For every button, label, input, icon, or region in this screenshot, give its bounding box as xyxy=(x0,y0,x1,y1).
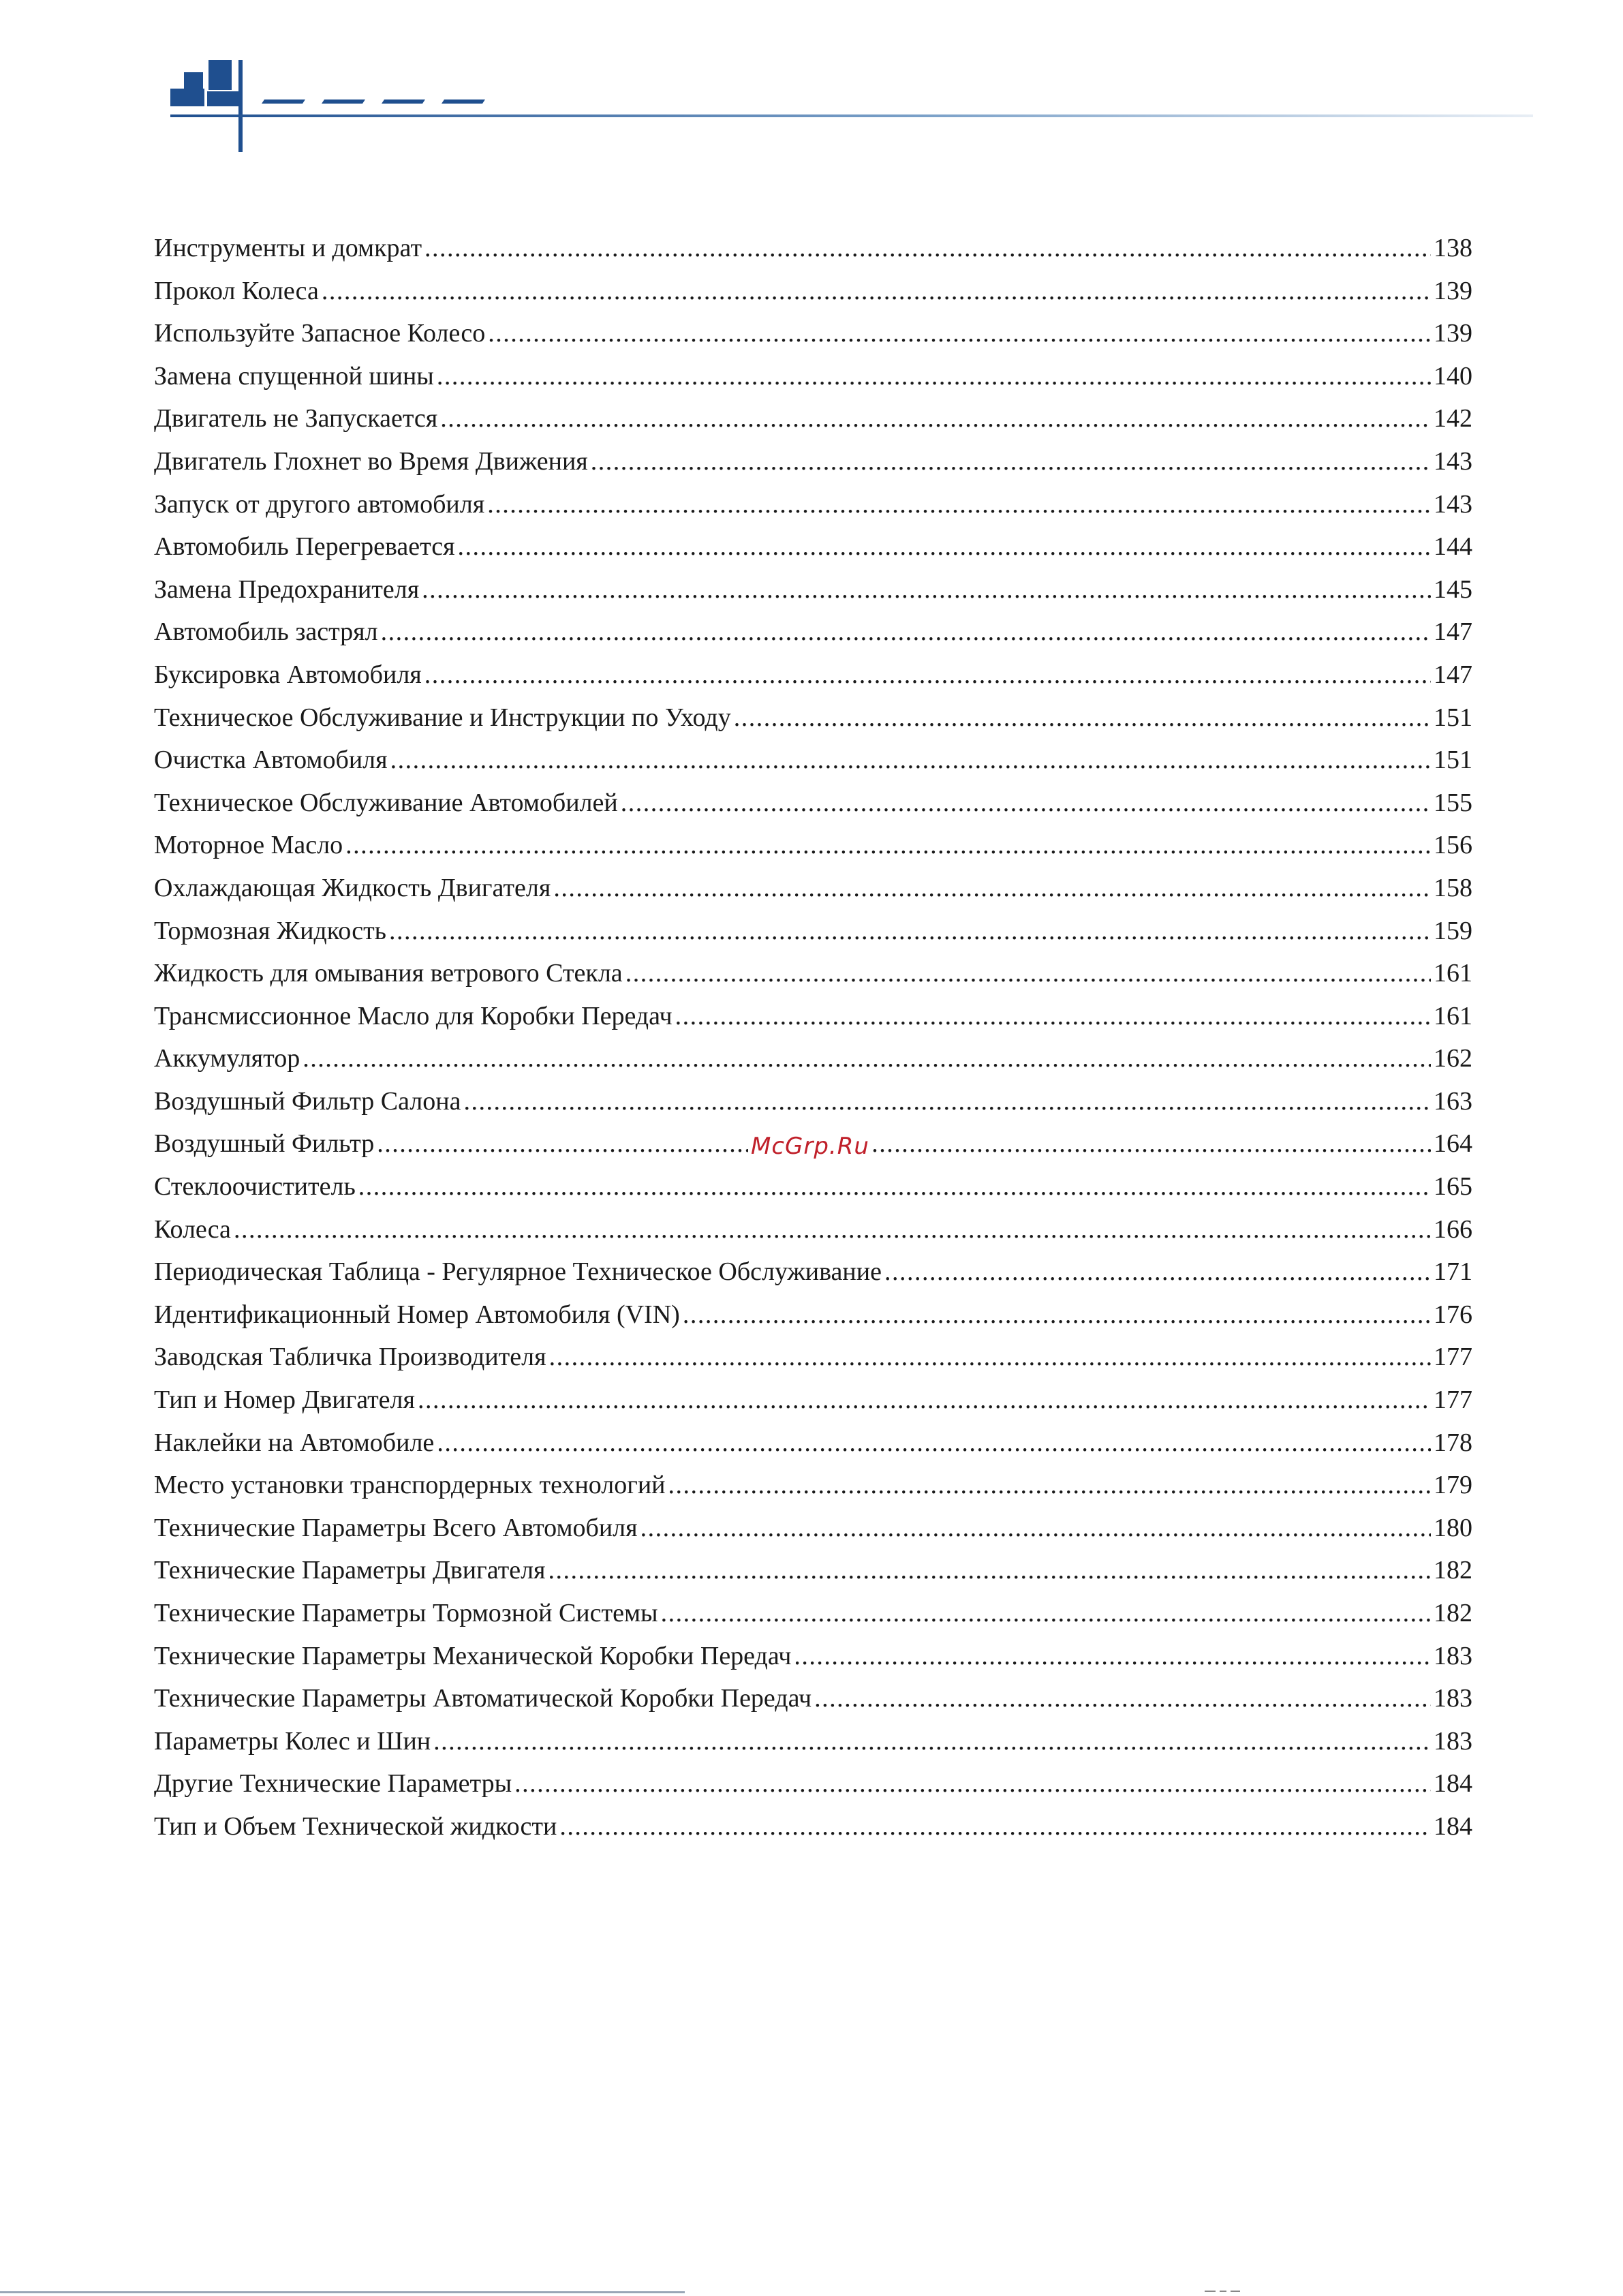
toc-dot-leader xyxy=(390,739,1431,782)
toc-entry-title: Моторное Масло xyxy=(154,831,343,860)
toc-entry-title: Техническое Обслуживание и Инструкции по Уходу xyxy=(154,703,731,732)
toc-entry-title: Автомобиль Перегревается xyxy=(154,532,455,562)
toc-entry[interactable] xyxy=(154,1464,1472,1507)
toc-entry-page: 147 xyxy=(1434,660,1472,689)
toc-entry-page: 176 xyxy=(1434,1300,1472,1329)
toc-dot-leader xyxy=(488,312,1431,355)
toc-entry[interactable] xyxy=(154,270,1472,313)
toc-entry-title: Техническое Обслуживание Автомобилей xyxy=(154,788,618,817)
toc-dot-leader xyxy=(559,1805,1431,1848)
toc-entry-title: Заводская Табличка Производителя xyxy=(154,1343,546,1372)
toc-entry-page: 179 xyxy=(1434,1471,1472,1500)
toc-entry[interactable] xyxy=(154,1507,1472,1550)
toc-entry-page: 171 xyxy=(1434,1257,1472,1287)
toc-entry[interactable] xyxy=(154,1251,1472,1294)
toc-entry[interactable] xyxy=(154,1592,1472,1635)
toc-dot-leader xyxy=(625,952,1431,995)
logo-block xyxy=(170,89,204,106)
toc-entry-page: 147 xyxy=(1434,617,1472,647)
toc-entry[interactable] xyxy=(154,952,1472,995)
toc-entry-page: 140 xyxy=(1434,361,1472,391)
toc-dot-leader xyxy=(683,1294,1431,1336)
toc-dot-leader xyxy=(303,1037,1431,1080)
toc-entry-title: Используйте Запасное Колесо xyxy=(154,319,486,348)
toc-dot-leader xyxy=(549,1336,1431,1379)
header-logo xyxy=(170,60,1533,155)
toc-entry[interactable] xyxy=(154,312,1472,355)
toc-dot-leader xyxy=(424,654,1431,697)
toc-dot-leader xyxy=(424,227,1431,270)
toc-dot-leader xyxy=(440,397,1431,440)
logo-dash xyxy=(382,100,425,104)
toc-entry[interactable] xyxy=(154,1762,1472,1805)
toc-entry-title: Технические Параметры Двигателя xyxy=(154,1556,546,1585)
toc-entry[interactable] xyxy=(154,1635,1472,1678)
toc-entry-title: Идентификационный Номер Автомобиля (VIN) xyxy=(154,1300,680,1329)
toc-dot-leader xyxy=(487,483,1431,526)
toc-entry-title: Периодическая Таблица - Регулярное Техническое Обслуживание xyxy=(154,1257,882,1287)
toc-entry-title: Охлаждающая Жидкость Двигателя xyxy=(154,873,551,902)
toc-dot-leader xyxy=(458,525,1431,568)
toc-entry-page: 178 xyxy=(1434,1428,1472,1457)
toc-entry-title: Технические Параметры Всего Автомобиля xyxy=(154,1513,638,1542)
toc-dot-leader xyxy=(345,824,1431,867)
toc-dot-leader xyxy=(377,1122,1431,1165)
toc-entry-title: Аккумулятор xyxy=(154,1044,300,1073)
watermark: McGrp.Ru xyxy=(748,1133,872,1160)
toc-entry[interactable] xyxy=(154,1037,1472,1080)
toc-entry[interactable] xyxy=(154,1336,1472,1379)
logo-vertical-bar xyxy=(238,60,243,152)
toc-entry-title: Технические Параметры Механической Коробки Передач xyxy=(154,1641,792,1670)
toc-entry[interactable] xyxy=(154,1720,1472,1763)
toc-entry-title: Стеклоочиститель xyxy=(154,1172,356,1201)
toc-entry[interactable] xyxy=(154,1208,1472,1251)
toc-dot-leader xyxy=(437,1422,1431,1465)
toc-dot-leader xyxy=(591,440,1431,483)
toc-entry[interactable] xyxy=(154,1165,1472,1208)
toc-dot-leader xyxy=(389,910,1431,953)
toc-entry-title: Место установки транспордерных технологий xyxy=(154,1471,666,1500)
toc-entry[interactable] xyxy=(154,782,1472,825)
toc-entry-page: 177 xyxy=(1434,1386,1472,1415)
logo-block xyxy=(184,72,203,91)
toc-dot-leader xyxy=(433,1720,1431,1763)
toc-entry[interactable] xyxy=(154,824,1472,867)
toc-entry-title: Другие Технические Параметры xyxy=(154,1769,512,1798)
toc-entry-title: Замена Предохранителя xyxy=(154,575,420,604)
toc-dot-leader xyxy=(422,568,1431,611)
toc-entry-title: Жидкость для омывания ветрового Стекла xyxy=(154,959,623,988)
toc-entry-page: 184 xyxy=(1434,1769,1472,1798)
toc-entry-page: 145 xyxy=(1434,575,1472,604)
toc-dot-leader xyxy=(418,1379,1431,1422)
toc-entry-page: 142 xyxy=(1434,404,1472,433)
toc-dot-leader xyxy=(514,1762,1431,1805)
toc-entry[interactable] xyxy=(154,739,1472,782)
toc-entry-title: Тип и Объем Технической жидкости xyxy=(154,1811,557,1841)
toc-entry[interactable] xyxy=(154,910,1472,953)
toc-entry-page: 183 xyxy=(1434,1684,1472,1713)
toc-dot-leader xyxy=(661,1592,1431,1635)
toc-entry[interactable] xyxy=(154,1677,1472,1720)
toc-entry-page: 182 xyxy=(1434,1599,1472,1627)
toc-entry[interactable] xyxy=(154,1805,1472,1848)
toc-entry-title: Двигатель не Запускается xyxy=(154,404,438,433)
toc-entry-page: 159 xyxy=(1434,916,1472,945)
toc-entry-title: Воздушный Фильтр xyxy=(154,1129,375,1159)
toc-entry-page: 158 xyxy=(1434,873,1472,902)
toc-entry-title: Технические Параметры Автоматической Коробки Передач xyxy=(154,1684,812,1713)
toc-dot-leader xyxy=(814,1677,1431,1720)
toc-entry-title: Трансмиссионное Масло для Коробки Передач xyxy=(154,1001,673,1030)
toc-dot-leader xyxy=(322,270,1431,313)
toc-entry[interactable] xyxy=(154,1379,1472,1422)
toc-entry[interactable] xyxy=(154,355,1472,398)
toc-dot-leader xyxy=(381,611,1431,654)
toc-entry-page: 151 xyxy=(1434,703,1472,732)
toc-dot-leader xyxy=(668,1464,1431,1507)
toc-entry-title: Технические Параметры Тормозной Системы xyxy=(154,1599,658,1627)
logo-block xyxy=(207,91,241,106)
toc-dot-leader xyxy=(234,1208,1431,1251)
toc-entry-title: Замена спущенной шины xyxy=(154,361,434,391)
toc-entry-page: 180 xyxy=(1434,1513,1472,1542)
toc-entry-title: Инструменты и домкрат xyxy=(154,234,422,262)
toc-entry-title: Запуск от другого автомобиля xyxy=(154,489,485,519)
toc-dot-leader xyxy=(463,1080,1431,1123)
toc-entry[interactable] xyxy=(154,568,1472,611)
toc-entry-page: 139 xyxy=(1434,276,1472,305)
footer-mark xyxy=(1205,2290,1259,2293)
toc-entry-page: 165 xyxy=(1434,1172,1472,1201)
toc-dot-leader xyxy=(437,355,1431,398)
toc-entry-page: 156 xyxy=(1434,831,1472,860)
toc-entry-page: 143 xyxy=(1434,489,1472,519)
toc-entry-page: 143 xyxy=(1434,446,1472,476)
toc-dot-leader xyxy=(794,1635,1431,1678)
toc-entry-title: Воздушный Фильтр Салона xyxy=(154,1086,461,1116)
toc-entry-title: Наклейки на Автомобиле xyxy=(154,1428,435,1457)
toc-entry[interactable] xyxy=(154,1549,1472,1592)
toc-entry-page: 155 xyxy=(1434,788,1472,817)
logo-dash xyxy=(262,100,305,104)
toc-entry-page: 138 xyxy=(1434,234,1472,262)
toc-entry-title: Колеса xyxy=(154,1214,231,1244)
toc-entry-page: 164 xyxy=(1434,1129,1472,1159)
toc-entry[interactable] xyxy=(154,654,1472,697)
toc-entry[interactable] xyxy=(154,1294,1472,1336)
table-of-contents xyxy=(154,227,1472,1848)
toc-entry-page: 183 xyxy=(1434,1726,1472,1756)
toc-entry[interactable] xyxy=(154,611,1472,654)
toc-dot-leader xyxy=(734,697,1431,739)
toc-entry-title: Прокол Колеса xyxy=(154,276,319,305)
toc-entry-page: 182 xyxy=(1434,1556,1472,1585)
toc-entry-page: 151 xyxy=(1434,746,1472,775)
toc-entry[interactable] xyxy=(154,995,1472,1038)
toc-dot-leader xyxy=(553,867,1431,910)
toc-entry[interactable] xyxy=(154,440,1472,483)
toc-entry[interactable] xyxy=(154,483,1472,526)
toc-entry-page: 161 xyxy=(1434,1001,1472,1030)
footer-rule xyxy=(0,2291,685,2293)
toc-dot-leader xyxy=(675,995,1431,1038)
toc-entry-title: Параметры Колес и Шин xyxy=(154,1726,431,1756)
toc-entry-title: Буксировка Автомобиля xyxy=(154,660,422,689)
toc-entry-page: 183 xyxy=(1434,1641,1472,1670)
toc-entry-page: 144 xyxy=(1434,532,1472,562)
toc-dot-leader xyxy=(640,1507,1431,1550)
toc-entry[interactable] xyxy=(154,1422,1472,1465)
toc-entry-title: Очистка Автомобиля xyxy=(154,746,388,775)
toc-entry[interactable] xyxy=(154,697,1472,739)
header-rule xyxy=(170,114,1533,117)
toc-dot-leader xyxy=(358,1165,1431,1208)
logo-dash xyxy=(442,100,485,104)
toc-entry-page: 162 xyxy=(1434,1044,1472,1073)
toc-dot-leader xyxy=(548,1549,1431,1592)
toc-entry-page: 139 xyxy=(1434,319,1472,348)
logo-dash xyxy=(322,100,365,104)
toc-entry-page: 184 xyxy=(1434,1811,1472,1841)
toc-dot-leader xyxy=(621,782,1431,825)
toc-entry-title: Тип и Номер Двигателя xyxy=(154,1386,415,1415)
toc-entry[interactable] xyxy=(154,227,1472,270)
toc-entry-title: Тормозная Жидкость xyxy=(154,916,387,945)
toc-entry[interactable] xyxy=(154,525,1472,568)
toc-entry-title: Двигатель Глохнет во Время Движения xyxy=(154,446,588,476)
toc-entry[interactable] xyxy=(154,867,1472,910)
toc-entry[interactable] xyxy=(154,1080,1472,1123)
logo-block xyxy=(208,60,232,90)
toc-entry-page: 177 xyxy=(1434,1343,1472,1372)
toc-entry-page: 166 xyxy=(1434,1214,1472,1244)
toc-entry[interactable] xyxy=(154,397,1472,440)
toc-entry-page: 163 xyxy=(1434,1086,1472,1116)
toc-dot-leader xyxy=(884,1251,1431,1294)
toc-entry-title: Автомобиль застрял xyxy=(154,617,378,647)
toc-entry-page: 161 xyxy=(1434,959,1472,988)
